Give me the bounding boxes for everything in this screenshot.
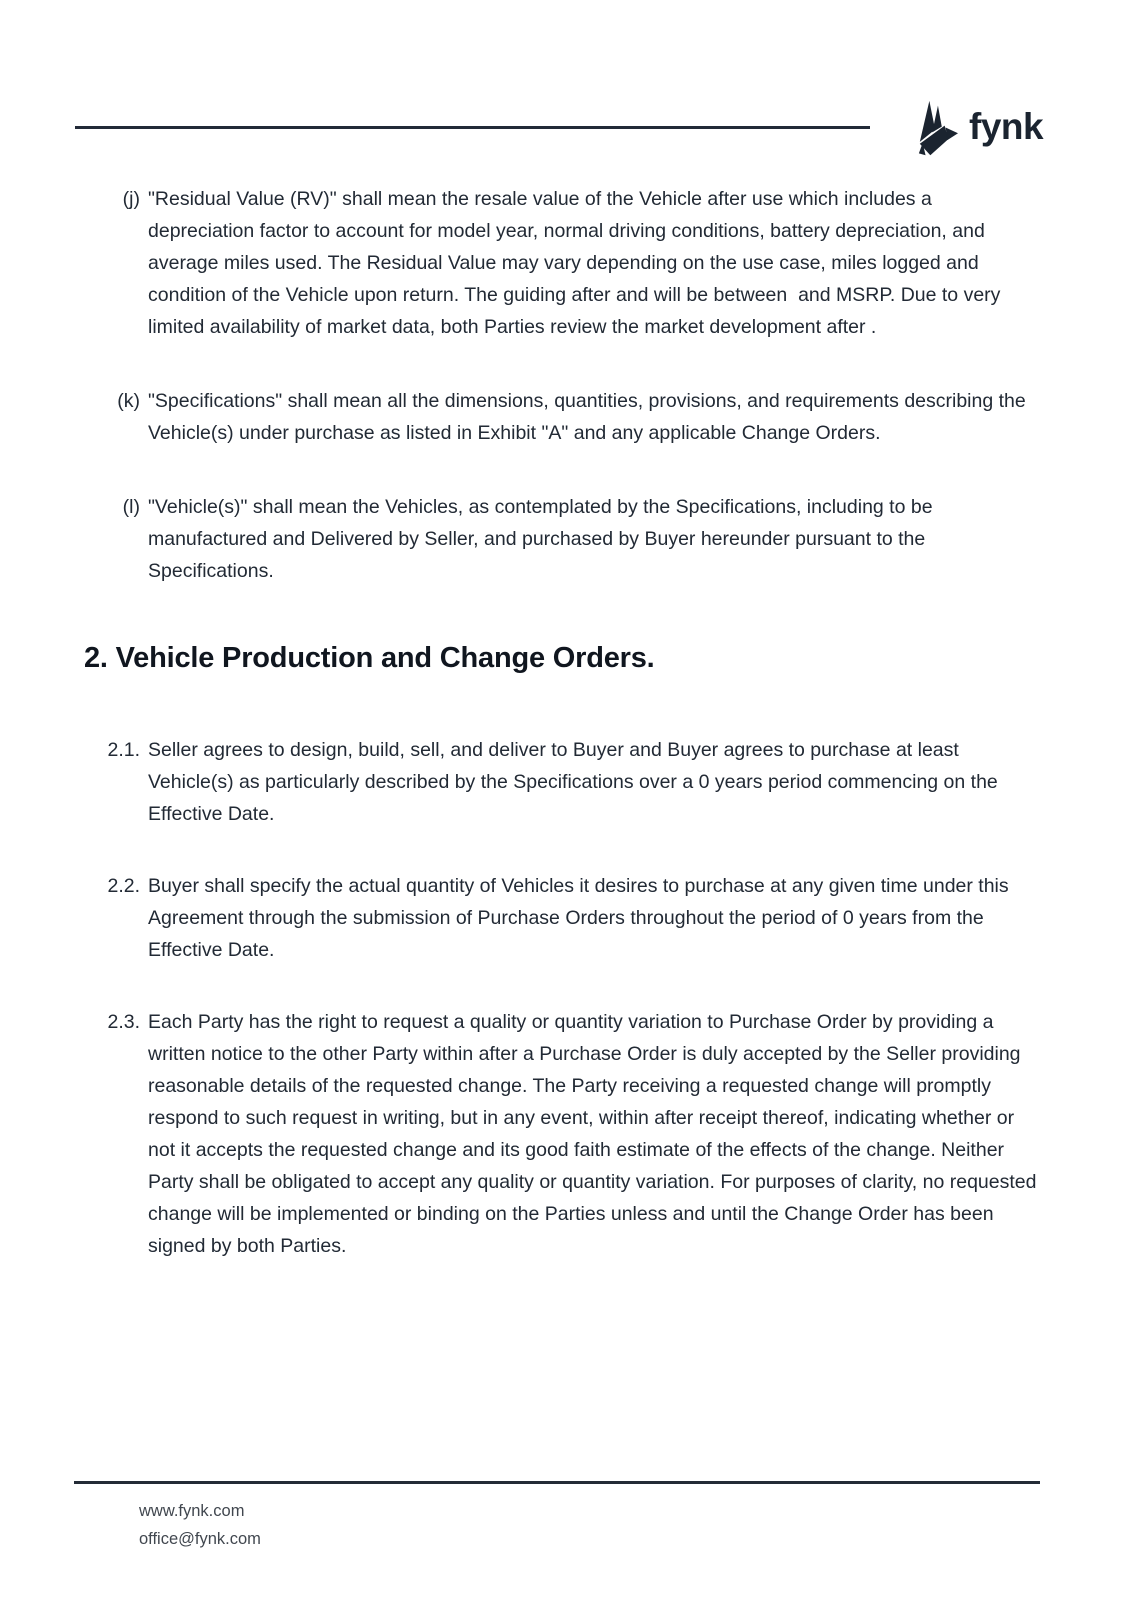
- origami-crane-icon: [916, 100, 958, 157]
- definition-label: (k): [117, 390, 140, 412]
- section-heading: 2. Vehicle Production and Change Orders.: [84, 642, 655, 674]
- definition-label: (l): [122, 496, 140, 518]
- clause-label: 2.1.: [107, 739, 140, 761]
- fynk-logo: [916, 100, 1043, 157]
- definition-text: "Vehicle(s)" shall mean the Vehicles, as contemplated by the Specifications, including to be manufactured and Delivered by Seller, and purchased by Buyer hereunder pursuant to the Specifications.: [148, 496, 938, 582]
- clause-2-2: [0, 870, 1131, 966]
- logo-wordmark: fynk: [969, 106, 1044, 147]
- definition-item-l: [0, 491, 1131, 587]
- header-rule: [75, 126, 870, 129]
- clause-2-1: [0, 734, 1131, 830]
- footer-website: www.fynk.com: [139, 1502, 245, 1520]
- clauses-list: [0, 734, 1131, 1262]
- footer-contact: [139, 1497, 261, 1553]
- contract-body: [0, 183, 1131, 1302]
- definition-text: "Residual Value (RV)" shall mean the resale value of the Vehicle after use which includes a depreciation factor to account for model year, normal driving conditions, battery depreciation, and average miles used. The Residual Value may vary depending on the use case, miles logged and condition of the Vehicle upon return. The guiding after and will be between and MSRP. Due to very limited availability of market data, both Parties review the market development after .: [148, 188, 1006, 338]
- clause-label: 2.2.: [107, 875, 140, 897]
- footer-email: office@fynk.com: [139, 1530, 261, 1548]
- clause-text: Seller agrees to design, build, sell, and deliver to Buyer and Buyer agrees to purchase at least Vehicle(s) as particularly described by the Specifications over a 0 years period commencing on the Effective Date.: [148, 739, 1004, 825]
- definition-item-k: [0, 385, 1131, 449]
- clause-label: 2.3.: [107, 1011, 140, 1033]
- definition-item-j: [0, 183, 1131, 343]
- clause-2-3: [0, 1006, 1131, 1262]
- definition-label: (j): [122, 188, 140, 210]
- footer-rule: [74, 1481, 1040, 1484]
- definition-text: "Specifications" shall mean all the dimensions, quantities, provisions, and requirements describing the Vehicle(s) under purchase as listed in Exhibit "A" and any applicable Change Orders.: [148, 390, 1032, 444]
- definitions-list: [0, 183, 1131, 587]
- clause-text: Each Party has the right to request a quality or quantity variation to Purchase Order by providing a written notice to the other Party within after a Purchase Order is duly accepted by the Seller providing reasonable details of the requested change. The Party receiving a requested change will promptly respond to such request in writing, but in any event, within after receipt thereof, indicating whether or not it accepts the requested change and its good faith estimate of the effects of the change. Neither Party shall be obligated to accept any quality or quantity variation. For purposes of clarity, no requested change will be implemented or binding on the Parties unless and until the Change Order has been signed by both Parties.: [148, 1011, 1042, 1257]
- clause-text: Buyer shall specify the actual quantity of Vehicles it desires to purchase at any given time under this Agreement through the submission of Purchase Orders throughout the period of 0 years from the Effective Date.: [148, 875, 1013, 961]
